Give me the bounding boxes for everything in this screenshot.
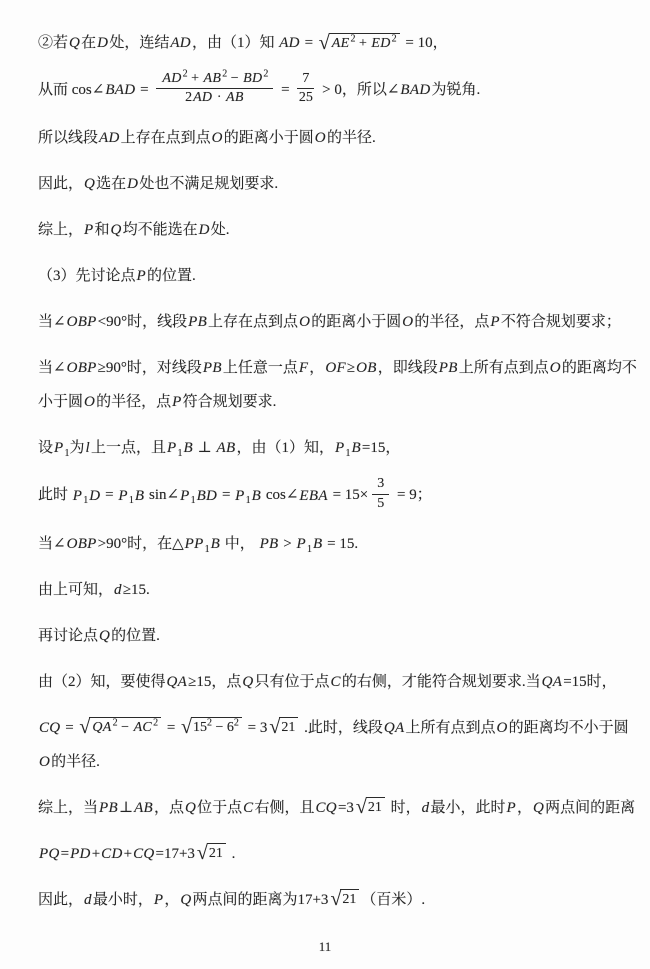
math-superscript: 2 [207, 717, 213, 729]
paragraph [38, 259, 638, 293]
math-text: = 9； [393, 487, 432, 504]
math-variable: AD [279, 35, 300, 51]
math-subscript: 1 [83, 495, 89, 507]
math-text: 的距离小于圆 [223, 130, 314, 147]
math-text: 中， [221, 535, 259, 552]
math-superscript: 2 [112, 717, 118, 729]
math-text: 再讨论点 [38, 627, 99, 644]
math-text: 21 [367, 800, 382, 816]
math-variable: O [496, 719, 508, 736]
math-variable: AC [133, 720, 153, 736]
math-superscript: 2 [153, 717, 159, 729]
math-text: + [123, 845, 133, 862]
math-text: 的半径，点 [414, 314, 490, 331]
math-text: 符合规划要求. [182, 394, 277, 411]
math-text: = [163, 719, 180, 736]
math-variable: ED [371, 35, 391, 51]
math-variable: O [84, 394, 96, 411]
math-text: 21 [342, 892, 357, 908]
math-square-root [269, 717, 298, 737]
math-text: = [136, 82, 153, 99]
math-square-root [197, 843, 226, 863]
math-variable: Q [242, 673, 254, 690]
math-variable: AB [226, 90, 244, 106]
math-subscript: 1 [128, 495, 134, 507]
math-variable: P [180, 487, 190, 504]
math-variable: Q [185, 799, 197, 816]
math-text: sin∠ [145, 487, 180, 504]
math-text: 因此， [38, 891, 84, 908]
math-text: 上所有点到点 [458, 360, 549, 377]
math-superscript: 2 [350, 32, 356, 44]
math-radicand [340, 889, 359, 908]
math-text: 处，连结 [109, 35, 170, 51]
math-variable: P [334, 440, 345, 457]
math-text: 均不能选在 [122, 222, 198, 239]
math-text: 的半径，点 [96, 394, 172, 411]
math-text: 的距离小于圆 [311, 314, 402, 331]
math-square-root [356, 797, 385, 817]
math-square-root [79, 717, 161, 737]
math-text: = [300, 35, 317, 51]
math-superscript: 2 [222, 68, 228, 80]
math-variable: PB [438, 360, 458, 377]
math-subscript: 1 [64, 448, 70, 460]
math-text: 7 [302, 71, 310, 86]
math-variable: OBP [66, 535, 97, 552]
math-text: = [101, 487, 118, 504]
math-text: 只有位于点 [254, 673, 330, 690]
math-text: 和 [94, 222, 110, 239]
math-text: 的半径. [326, 130, 376, 147]
math-variable: P [136, 268, 146, 285]
math-square-root [319, 33, 400, 53]
math-variable: P [296, 535, 306, 552]
math-variable: AB [134, 799, 153, 816]
math-variable: P [172, 394, 182, 411]
math-text: = [218, 487, 235, 504]
fraction-numerator [297, 70, 314, 89]
math-variable: Q [84, 176, 96, 193]
math-text: ，由（1）知 [191, 35, 279, 51]
page-number: 11 [318, 939, 332, 954]
paragraph [38, 883, 638, 917]
math-variable: P [153, 891, 164, 908]
math-text: 因此， [38, 176, 84, 193]
math-text: ，即线段 [377, 360, 438, 377]
math-variable: P [118, 487, 128, 504]
math-variable: PB [99, 799, 118, 816]
math-text: 为锐角. [431, 82, 481, 99]
math-square-root [330, 889, 359, 909]
math-variable: C [330, 673, 341, 690]
math-text: <90°时，线段 [97, 314, 188, 331]
math-variable: D [198, 222, 210, 239]
math-variable: EBA [299, 487, 328, 504]
math-text: 为 [69, 440, 85, 457]
math-text: 综上， [38, 222, 84, 239]
math-text: 当∠ [38, 360, 66, 377]
math-text: = [60, 845, 70, 862]
math-text: = 15. [323, 535, 359, 552]
math-text: 两点间的距离为17+3 [192, 891, 329, 908]
math-text: 3 [377, 476, 385, 492]
math-variable: P [84, 222, 94, 239]
math-text: ，由（1）知， [236, 440, 334, 457]
math-text: 上存在点到点 [120, 130, 211, 147]
paragraph [38, 791, 638, 825]
math-text: 由（2）知，要使得 [38, 673, 166, 690]
math-variable: Q [180, 891, 192, 908]
math-variable: PP [184, 535, 204, 552]
math-variable: O [314, 130, 326, 147]
math-variable: B [351, 440, 361, 457]
math-text: = 10， [401, 35, 448, 51]
paragraph [38, 68, 638, 109]
math-variable: Q [69, 35, 81, 51]
math-variable: CQ [39, 719, 61, 736]
math-subscript: 1 [306, 543, 312, 555]
math-subscript: 1 [190, 495, 196, 507]
math-text: 处. [210, 222, 230, 239]
math-text: = 3 [243, 719, 268, 736]
math-text: 综上，当 [38, 799, 99, 816]
paragraph [38, 26, 638, 60]
math-radicand [191, 717, 242, 736]
paragraph [38, 121, 638, 155]
math-radicand [207, 843, 226, 862]
math-text: cos∠ [262, 487, 299, 504]
math-text: 上任意一点 [222, 360, 298, 377]
math-superscript: 2 [182, 68, 188, 80]
math-text: 从而 cos∠ [38, 82, 105, 99]
math-text: + [187, 71, 203, 86]
math-text: ， [164, 891, 180, 908]
paragraph [38, 477, 638, 514]
math-fraction [156, 70, 273, 107]
math-variable: O [39, 753, 51, 770]
math-variable: OBP [66, 314, 97, 331]
math-variable: CD [101, 845, 123, 862]
math-variable: P [166, 440, 177, 457]
math-text: ， [516, 799, 532, 816]
radical-sign-icon: √ [196, 842, 208, 865]
math-variable: AE [331, 35, 350, 51]
math-text: 最小，此时 [430, 799, 506, 816]
math-variable: CQ [315, 799, 337, 816]
math-text: 此时 [38, 487, 72, 504]
math-text: =3 [337, 799, 354, 816]
math-variable: P [235, 487, 245, 504]
math-text: − 6 [212, 720, 234, 736]
math-fraction [372, 475, 389, 512]
math-variable: Q [532, 799, 545, 816]
math-text: 的距离均不小于圆 [38, 360, 637, 411]
math-variable: PB [188, 314, 208, 331]
math-variable: OBP [66, 360, 97, 377]
math-text: 选在 [96, 176, 127, 193]
math-variable: QA [541, 673, 563, 690]
paragraph [38, 167, 638, 201]
math-variable: AB [216, 440, 236, 457]
math-text: （3）先讨论点 [38, 268, 136, 285]
math-radicand [329, 33, 400, 52]
math-text: . [227, 845, 236, 862]
math-variable: P [490, 314, 500, 331]
math-variable: Q [99, 627, 111, 644]
math-square-root [181, 717, 242, 737]
math-text: 上所有点到点 [405, 719, 496, 736]
math-text: > [279, 535, 296, 552]
math-variable: B [183, 440, 193, 457]
fraction-numerator [372, 475, 389, 494]
math-radicand [89, 717, 161, 736]
math-fraction [297, 70, 314, 107]
math-text: 上一点，且 [90, 440, 166, 457]
paragraph [38, 527, 638, 561]
math-variable: BAD [105, 82, 136, 99]
math-variable: d [114, 581, 122, 598]
radical-sign-icon: √ [269, 716, 281, 739]
math-text: =15时， [563, 673, 617, 690]
radical-sign-icon: √ [318, 31, 330, 54]
math-text: 21 [281, 720, 296, 736]
math-text: 所以线段 [38, 130, 99, 147]
math-text: 2 [185, 90, 193, 106]
math-text: 当∠ [38, 535, 66, 552]
math-variable: AB [203, 71, 222, 86]
math-variable: CQ [133, 845, 155, 862]
math-variable: OB [356, 360, 377, 377]
math-variable: QA [383, 719, 405, 736]
radical-sign-icon: √ [181, 716, 193, 739]
math-variable: PB [202, 360, 222, 377]
math-text: 的距离均不小于圆 [508, 719, 629, 736]
paragraph [38, 837, 638, 871]
fraction-denominator [372, 495, 389, 513]
math-variable: AD [193, 90, 213, 106]
math-text: ⊥ [193, 440, 216, 457]
math-text: − [227, 71, 243, 86]
math-subscript: 1 [204, 543, 210, 555]
math-text: 位于点 [197, 799, 243, 816]
math-subscript: 1 [245, 495, 251, 507]
math-variable: F [298, 360, 309, 377]
math-variable: D [127, 176, 139, 193]
math-variable: BAD [400, 82, 431, 99]
paragraph [38, 711, 638, 779]
math-text: =15， [361, 440, 401, 457]
fraction-denominator [297, 89, 314, 107]
math-variable: B [210, 535, 221, 552]
fraction-numerator [156, 70, 273, 89]
math-text: 的半径. [51, 753, 100, 770]
math-text: （百米）. [361, 891, 426, 908]
math-radicand [366, 797, 385, 816]
math-text: ，点 [154, 799, 185, 816]
math-text: ≥90°时，对线段 [97, 360, 202, 377]
math-text: .此时，线段 [300, 719, 383, 736]
math-text: = [61, 719, 78, 736]
math-variable: d [84, 891, 92, 908]
math-text: 右侧，且 [254, 799, 315, 816]
paragraph [38, 351, 638, 419]
math-text: 由上可知， [38, 581, 114, 598]
math-text: > 0，所以∠ [318, 82, 400, 99]
math-variable: B [134, 487, 145, 504]
math-text: + [355, 35, 371, 51]
paragraph [38, 619, 638, 653]
math-variable: QA [166, 673, 188, 690]
math-variable: BD [243, 71, 263, 86]
math-variable: C [243, 799, 254, 816]
radical-sign-icon: √ [79, 716, 91, 739]
math-variable: P [72, 487, 83, 504]
math-text: · [213, 90, 225, 106]
math-text: ②若 [38, 35, 69, 51]
math-text: >90°时，在△ [97, 535, 184, 552]
math-variable: O [549, 360, 561, 377]
math-superscript: 2 [391, 32, 397, 44]
math-subscript: 1 [345, 448, 351, 460]
math-text: ， [309, 360, 325, 377]
math-variable: D [89, 487, 101, 504]
math-variable: B [251, 487, 262, 504]
math-text: =17+3 [155, 845, 195, 862]
math-variable: Q [110, 222, 122, 239]
math-variable: PB [259, 535, 279, 552]
math-variable: AD [99, 130, 120, 147]
math-text: 5 [377, 495, 385, 511]
paragraph [38, 665, 638, 699]
radical-sign-icon: √ [355, 796, 367, 819]
math-variable: AD [170, 35, 191, 51]
math-text: 15 [193, 720, 208, 736]
math-text: 最小时， [92, 891, 153, 908]
math-text: = 15× [328, 487, 369, 504]
math-text: 21 [208, 846, 223, 862]
math-text: 当∠ [38, 314, 66, 331]
math-variable: D [97, 35, 109, 51]
math-superscript: 2 [233, 717, 239, 729]
math-text: 的位置. [146, 268, 196, 285]
fraction-denominator [156, 89, 273, 107]
math-variable: l [85, 440, 90, 457]
math-variable: P [54, 440, 64, 457]
math-text: = [277, 82, 294, 99]
math-variable: B [312, 535, 323, 552]
math-variable: AD [162, 71, 182, 86]
math-text: + [91, 845, 101, 862]
math-text: 上存在点到点 [208, 314, 299, 331]
paragraph [38, 213, 638, 247]
math-text: ≥15，点 [188, 673, 242, 690]
math-variable: O [299, 314, 311, 331]
math-variable: d [421, 799, 430, 816]
math-text: ⊥ [118, 799, 134, 816]
math-text: 两点间的距离 [545, 799, 636, 816]
math-variable: OF [325, 360, 346, 377]
math-variable: QA [92, 720, 112, 736]
math-variable: O [211, 130, 223, 147]
math-text: 设 [38, 440, 54, 457]
math-text: 的右侧，才能符合规划要求.当 [341, 673, 541, 690]
math-text: ≥ [346, 360, 356, 377]
math-variable: P [506, 799, 516, 816]
math-text: 在 [81, 35, 97, 51]
math-radicand [279, 717, 298, 736]
paragraph [38, 305, 638, 339]
math-text: 不符合规划要求； [500, 314, 621, 331]
math-text: − [117, 720, 133, 736]
paragraph [38, 573, 638, 607]
math-text: 的位置. [111, 627, 160, 644]
math-subscript: 1 [177, 448, 183, 460]
paragraph [38, 431, 638, 465]
math-text: 处也不满足规划要求. [139, 176, 279, 193]
math-variable: PD [70, 845, 91, 862]
math-text: 25 [298, 90, 313, 106]
math-variable: O [402, 314, 414, 331]
math-variable: BD [196, 487, 218, 504]
page-footer [0, 939, 650, 955]
math-superscript: 2 [263, 68, 269, 80]
math-variable: PQ [39, 845, 60, 862]
radical-sign-icon: √ [330, 888, 342, 911]
math-text: 时， [386, 799, 421, 816]
math-text: ≥15. [122, 581, 150, 598]
